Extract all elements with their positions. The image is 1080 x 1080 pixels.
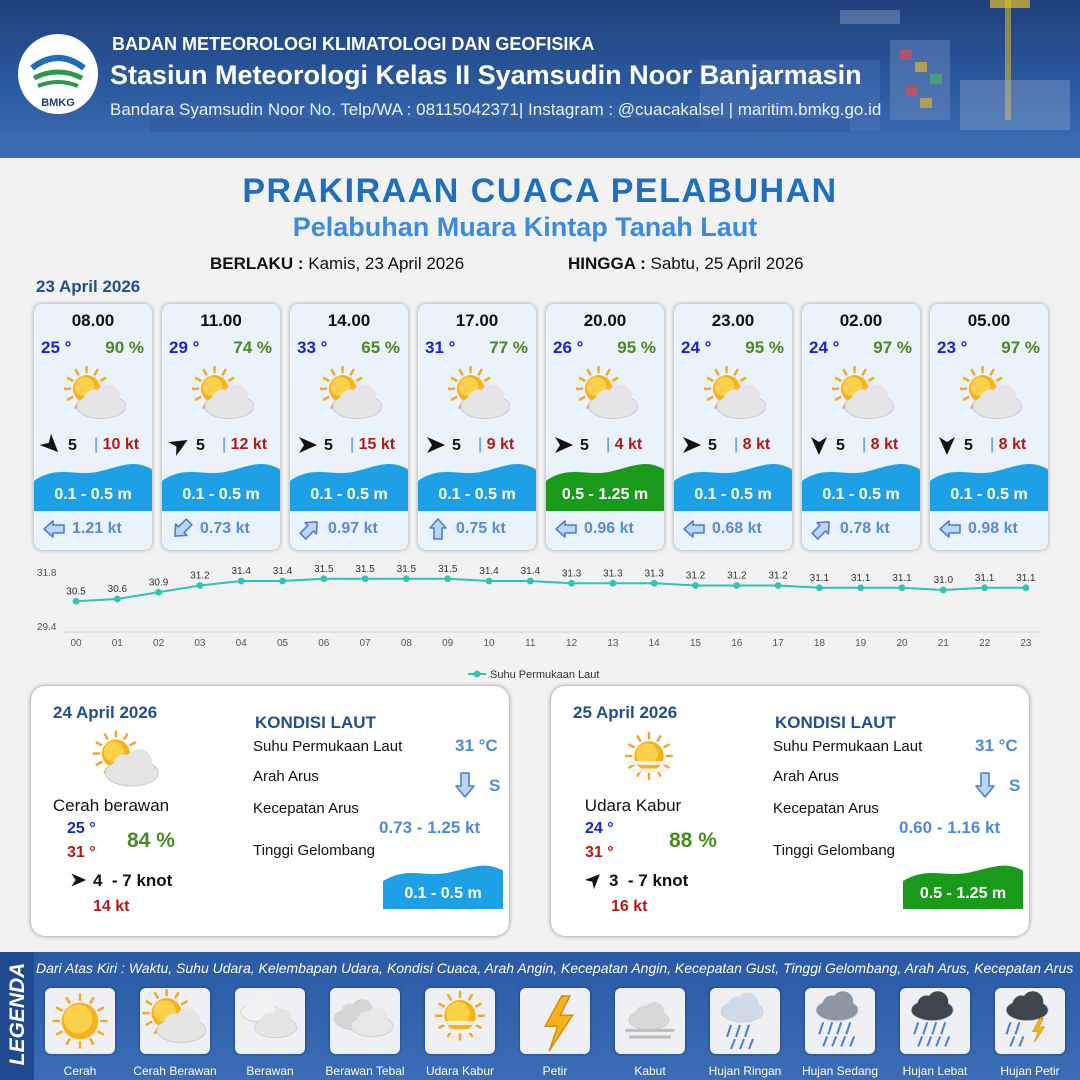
cerah-icon — [45, 988, 115, 1054]
humidity: 95 % — [745, 338, 784, 357]
data-point — [568, 580, 575, 587]
x-tick-label: 16 — [731, 638, 743, 649]
wind-direction-icon — [296, 434, 318, 456]
gust-speed: | 9 kt — [478, 436, 515, 453]
legend-item-label: Kabut — [634, 1064, 666, 1078]
x-tick-label: 17 — [772, 638, 784, 649]
data-point — [444, 575, 451, 582]
hujan-ringan-icon — [710, 988, 780, 1054]
data-point — [940, 587, 947, 594]
legend-item-label: Berawan Tebal — [325, 1064, 405, 1078]
gust-speed: | 12 kt — [222, 436, 268, 453]
kabut-icon — [615, 988, 685, 1054]
page-title: PRAKIRAAN CUACA PELABUHAN — [242, 172, 838, 210]
current-direction-icon — [682, 518, 706, 540]
humidity: 84 % — [127, 829, 175, 852]
valid-until-label: HINGGA : — [568, 254, 646, 273]
current-speed: 0.78 kt — [840, 520, 890, 537]
data-label: 31.4 — [272, 566, 293, 577]
wave-height: 0.5 - 1.25 m — [561, 486, 649, 503]
sst-label: Suhu Permukaan Laut — [773, 738, 923, 755]
day1-date: 23 April 2026 — [36, 277, 141, 296]
humidity: 90 % — [105, 338, 144, 357]
current-speed: 0.75 kt — [456, 520, 506, 537]
data-label: 31.3 — [561, 568, 582, 580]
forecast-time: 11.00 — [200, 311, 242, 330]
data-label: 31.4 — [231, 566, 251, 577]
gust-value: 10 kt — [102, 436, 140, 453]
gust-value: 9 kt — [486, 436, 515, 453]
wind-range: 3 - 7 knot — [609, 871, 689, 890]
legend-item-label: Berawan — [246, 1064, 294, 1078]
x-tick-label: 13 — [607, 638, 619, 649]
legend-item-label: Cerah — [63, 1064, 97, 1078]
data-label: 31.1 — [892, 572, 912, 584]
hujan-sedang-icon — [805, 988, 875, 1054]
gust-speed: | 10 kt — [94, 436, 140, 453]
data-label: 31.2 — [685, 570, 706, 582]
data-point — [733, 582, 740, 589]
wave-height-label: Tinggi Gelombang — [253, 842, 376, 859]
current-speed-value: 0.60 - 1.16 kt — [899, 818, 1001, 837]
data-point — [155, 589, 162, 596]
air-temperature: 31 ° — [425, 338, 456, 357]
data-label: 31.5 — [396, 563, 417, 575]
current-speed: 0.73 kt — [200, 520, 250, 537]
berawan-icon — [235, 988, 305, 1054]
data-label: 31.3 — [603, 568, 623, 580]
weather-condition: Udara Kabur — [584, 796, 682, 815]
gust-speed: | 15 kt — [350, 436, 396, 453]
petir-icon — [520, 988, 590, 1054]
data-label: 30.6 — [107, 584, 128, 595]
gust-value: 12 kt — [230, 436, 268, 453]
gust-speed: 14 kt — [93, 898, 130, 915]
air-temperature: 24 ° — [681, 338, 712, 357]
gust-speed: 16 kt — [611, 898, 648, 915]
data-label: 31.5 — [437, 563, 458, 575]
wind-direction-icon — [936, 434, 958, 456]
temp-max: 31 ° — [67, 844, 96, 861]
legend-item-label: Cerah Berawan — [133, 1064, 217, 1078]
cerah-berawan-icon — [60, 366, 130, 426]
humidity: 95 % — [617, 338, 656, 357]
current-speed-label: Kecepatan Arus — [773, 800, 879, 817]
wind-range: 4 - 7 knot — [93, 871, 173, 890]
wave-height: 0.1 - 0.5 m — [694, 486, 772, 503]
data-point — [320, 575, 327, 582]
day-date: 24 April 2026 — [53, 703, 158, 722]
wind-direction-icon — [680, 434, 702, 456]
current-direction-icon — [426, 518, 450, 540]
air-temperature: 23 ° — [937, 338, 968, 357]
data-point — [279, 578, 286, 585]
wind-direction-icon — [585, 871, 603, 894]
gust-speed: | 8 kt — [862, 436, 899, 453]
air-temperature: 33 ° — [297, 338, 328, 357]
gust-value: 8 kt — [998, 436, 1027, 453]
wind-direction-icon — [69, 871, 87, 894]
y-tick-label: 31.8 — [37, 568, 57, 579]
gust-value: 8 kt — [870, 436, 899, 453]
x-tick-label: 22 — [979, 638, 991, 649]
x-tick-label: 21 — [937, 638, 949, 649]
data-point — [775, 582, 782, 589]
x-tick-label: 07 — [359, 638, 371, 649]
legend-title: LEGENDA — [6, 962, 29, 1066]
legend-item-label: Hujan Lebat — [902, 1064, 968, 1078]
data-label: 31.2 — [190, 570, 210, 582]
x-tick-label: 00 — [70, 638, 82, 649]
forecast-card — [418, 304, 536, 550]
legend-item-label: Udara Kabur — [425, 1064, 495, 1078]
data-point — [362, 575, 369, 582]
x-tick-label: 05 — [276, 638, 289, 649]
valid-until — [568, 254, 804, 274]
x-tick-label: 18 — [813, 638, 825, 649]
forecast-time: 02.00 — [839, 311, 883, 330]
gust-value: 4 kt — [614, 436, 643, 453]
day-forecast-card — [31, 686, 509, 936]
data-label: 30.5 — [66, 586, 86, 598]
data-point — [73, 598, 80, 605]
data-point — [114, 596, 121, 603]
valid-until-value: Sabtu, 25 April 2026 — [650, 254, 804, 273]
weather-condition: Cerah berawan — [52, 796, 170, 815]
legend-item-label: Hujan Sedang — [801, 1064, 879, 1078]
contact-info: Bandara Syamsudin Noor No. Telp/WA : 08115042371| Instagram : @cuacakalsel | maritim.bmkg.go.id — [110, 100, 882, 119]
wave-height: 0.1 - 0.5 m — [822, 486, 900, 503]
wind-speed: 5 — [324, 437, 333, 454]
data-point — [857, 584, 864, 591]
data-point — [1023, 584, 1030, 591]
x-tick-label: 08 — [400, 638, 412, 649]
air-temperature: 24 ° — [809, 338, 840, 357]
cerah-berawan-icon — [316, 366, 386, 426]
data-point — [816, 584, 823, 591]
temp-min: 24 ° — [585, 820, 614, 837]
down-arrow-icon — [455, 772, 475, 803]
current-direction-icon — [298, 518, 322, 540]
wind-direction-icon — [808, 434, 830, 456]
legend-description: Dari Atas Kiri : Waktu, Suhu Udara, Kelembapan Udara, Kondisi Cuaca, Arah Angin, Kecepatan Angin, Kecepatan Gust, Tinggi Gelombang, Arah Arus, Kecepatan Arus — [36, 960, 1074, 976]
cerah-berawan-icon — [572, 366, 642, 426]
data-point — [238, 578, 245, 585]
cerah-berawan-icon — [87, 730, 163, 792]
forecast-card — [162, 304, 280, 550]
legend-item-label: Hujan Petir — [1000, 1064, 1060, 1078]
data-point — [981, 584, 988, 591]
sst-value: 31 °C — [455, 736, 498, 755]
wind-direction-icon — [40, 434, 62, 456]
logo-text: BMKG — [41, 97, 75, 109]
air-temperature: 25 ° — [41, 338, 72, 357]
legend-marker — [474, 671, 481, 678]
data-label: 31.1 — [850, 572, 871, 584]
forecast-time: 23.00 — [711, 311, 755, 330]
cerah-berawan-icon — [140, 988, 210, 1054]
station-name: Stasiun Meteorologi Kelas II Syamsudin Noor Banjarmasin — [110, 60, 862, 90]
valid-from — [210, 254, 464, 274]
wave-height: 0.1 - 0.5 m — [54, 486, 132, 503]
gust-speed: | 4 kt — [606, 436, 643, 453]
current-direction-label: Arah Arus — [253, 768, 319, 785]
data-label: 31.1 — [809, 572, 830, 584]
sst-value: 31 °C — [975, 736, 1018, 755]
data-label: 31.3 — [644, 568, 664, 580]
organization-name: BADAN METEOROLOGI KLIMATOLOGI DAN GEOFISIKA — [112, 34, 595, 54]
humidity: 88 % — [669, 829, 717, 852]
current-speed: 1.21 kt — [72, 520, 122, 537]
down-arrow-icon — [975, 772, 995, 803]
current-direction-label: Arah Arus — [773, 768, 839, 785]
x-tick-label: 04 — [235, 638, 247, 649]
sst-line-chart — [28, 560, 1058, 690]
berawan-tebal-icon — [330, 988, 400, 1054]
forecast-card — [34, 304, 152, 550]
sst-label: Suhu Permukaan Laut — [253, 738, 403, 755]
current-direction-value: S — [489, 776, 501, 795]
cerah-berawan-icon — [188, 366, 258, 426]
current-speed-value: 0.73 - 1.25 kt — [379, 818, 481, 837]
gust-speed: | 8 kt — [990, 436, 1027, 453]
forecast-time: 17.00 — [455, 311, 499, 330]
wind-speed: 5 — [708, 437, 717, 454]
x-tick-label: 12 — [566, 638, 578, 649]
udara-kabur-icon — [425, 988, 495, 1054]
wave-height-label: Tinggi Gelombang — [773, 842, 896, 859]
current-speed: 0.96 kt — [584, 520, 634, 537]
forecast-card — [802, 304, 920, 550]
wind-speed: 5 — [68, 437, 77, 454]
sea-condition-title: KONDISI LAUT — [255, 713, 376, 732]
udara-kabur-icon — [611, 730, 687, 792]
wind-direction-icon — [168, 434, 190, 456]
cerah-berawan-icon — [444, 366, 514, 426]
data-point — [899, 584, 906, 591]
wind-speed: 5 — [580, 437, 589, 454]
data-label: 31.5 — [355, 563, 375, 575]
data-point — [403, 575, 410, 582]
current-speed-label: Kecepatan Arus — [253, 800, 359, 817]
x-tick-label: 06 — [318, 638, 330, 649]
temp-max: 31 ° — [585, 844, 614, 861]
gust-value: 8 kt — [742, 436, 771, 453]
wave-height-value: 0.1 - 0.5 m — [404, 885, 482, 902]
wind-direction-icon — [552, 434, 574, 456]
x-tick-label: 23 — [1020, 638, 1032, 649]
current-direction-icon — [810, 518, 834, 540]
cerah-berawan-icon — [828, 366, 898, 426]
data-point — [610, 580, 617, 587]
data-label: 30.9 — [148, 577, 169, 589]
humidity: 65 % — [361, 338, 400, 357]
data-point — [692, 582, 699, 589]
x-tick-label: 03 — [194, 638, 206, 649]
data-label: 31.1 — [1016, 572, 1036, 584]
y-tick-label: 29.4 — [37, 622, 57, 633]
valid-from-label: BERLAKU : — [210, 254, 304, 273]
sea-condition-title: KONDISI LAUT — [775, 713, 896, 732]
wind-direction-icon — [424, 434, 446, 456]
forecast-time: 14.00 — [327, 311, 371, 330]
legend-series-label: Suhu Permukaan Laut — [490, 669, 600, 681]
wave-height: 0.1 - 0.5 m — [182, 486, 260, 503]
gust-speed: | 8 kt — [734, 436, 771, 453]
data-label: 31.5 — [314, 563, 334, 575]
bmkg-logo — [18, 34, 98, 114]
day-date: 25 April 2026 — [573, 703, 678, 722]
data-label: 31.2 — [768, 570, 788, 582]
wave-height: 0.1 - 0.5 m — [310, 486, 388, 503]
x-tick-label: 19 — [855, 638, 867, 649]
forecast-card — [290, 304, 408, 550]
air-temperature: 29 ° — [169, 338, 200, 357]
current-direction-icon — [938, 518, 962, 540]
data-label: 31.4 — [479, 566, 499, 577]
hujan-petir-icon — [995, 988, 1065, 1054]
wind-info — [69, 871, 172, 894]
current-speed: 0.68 kt — [712, 520, 762, 537]
data-label: 31.4 — [520, 566, 541, 577]
forecast-time: 08.00 — [71, 311, 115, 330]
series-line — [76, 579, 1026, 602]
x-tick-label: 20 — [896, 638, 908, 649]
data-label: 31.0 — [933, 575, 954, 586]
valid-from-value: Kamis, 23 April 2026 — [308, 254, 465, 273]
forecast-card — [930, 304, 1048, 550]
x-tick-label: 02 — [153, 638, 165, 649]
data-label: 31.1 — [974, 572, 995, 584]
x-tick-label: 01 — [111, 638, 123, 649]
hujan-lebat-icon — [900, 988, 970, 1054]
data-point — [651, 580, 658, 587]
forecast-card — [674, 304, 792, 550]
data-point — [527, 578, 534, 585]
wind-speed: 5 — [836, 437, 845, 454]
wind-speed: 5 — [964, 437, 973, 454]
current-direction-icon — [42, 518, 66, 540]
x-tick-label: 11 — [525, 638, 536, 649]
humidity: 77 % — [489, 338, 528, 357]
forecast-time: 05.00 — [967, 311, 1011, 330]
day-forecast-card — [551, 686, 1029, 936]
wind-info — [585, 871, 688, 894]
humidity: 97 % — [873, 338, 912, 357]
data-label: 31.2 — [727, 570, 747, 582]
current-direction-icon — [554, 518, 578, 540]
current-speed: 0.98 kt — [968, 520, 1018, 537]
legend-item-label: Hujan Ringan — [708, 1064, 782, 1078]
wave-height: 0.1 - 0.5 m — [438, 486, 516, 503]
wave-height-value: 0.5 - 1.25 m — [919, 885, 1007, 902]
current-direction-icon — [170, 518, 194, 540]
forecast-card — [546, 304, 664, 550]
x-tick-label: 15 — [689, 638, 702, 649]
wave-height: 0.1 - 0.5 m — [950, 486, 1028, 503]
wind-speed: 5 — [452, 437, 461, 454]
gust-value: 15 kt — [358, 436, 396, 453]
x-tick-label: 14 — [648, 638, 660, 649]
cerah-berawan-icon — [700, 366, 770, 426]
current-speed: 0.97 kt — [328, 520, 378, 537]
cerah-berawan-icon — [956, 366, 1026, 426]
air-temperature: 26 ° — [553, 338, 584, 357]
current-direction-value: S — [1009, 776, 1021, 795]
humidity: 97 % — [1001, 338, 1040, 357]
data-point — [197, 582, 204, 589]
port-name: Pelabuhan Muara Kintap Tanah Laut — [292, 212, 758, 242]
temp-min: 25 ° — [67, 820, 96, 837]
x-tick-label: 09 — [442, 638, 454, 649]
wind-speed: 5 — [196, 437, 205, 454]
x-tick-label: 10 — [483, 638, 495, 649]
forecast-time: 20.00 — [583, 311, 627, 330]
data-point — [486, 578, 493, 585]
legend-item-label: Petir — [542, 1064, 568, 1078]
humidity: 74 % — [233, 338, 272, 357]
